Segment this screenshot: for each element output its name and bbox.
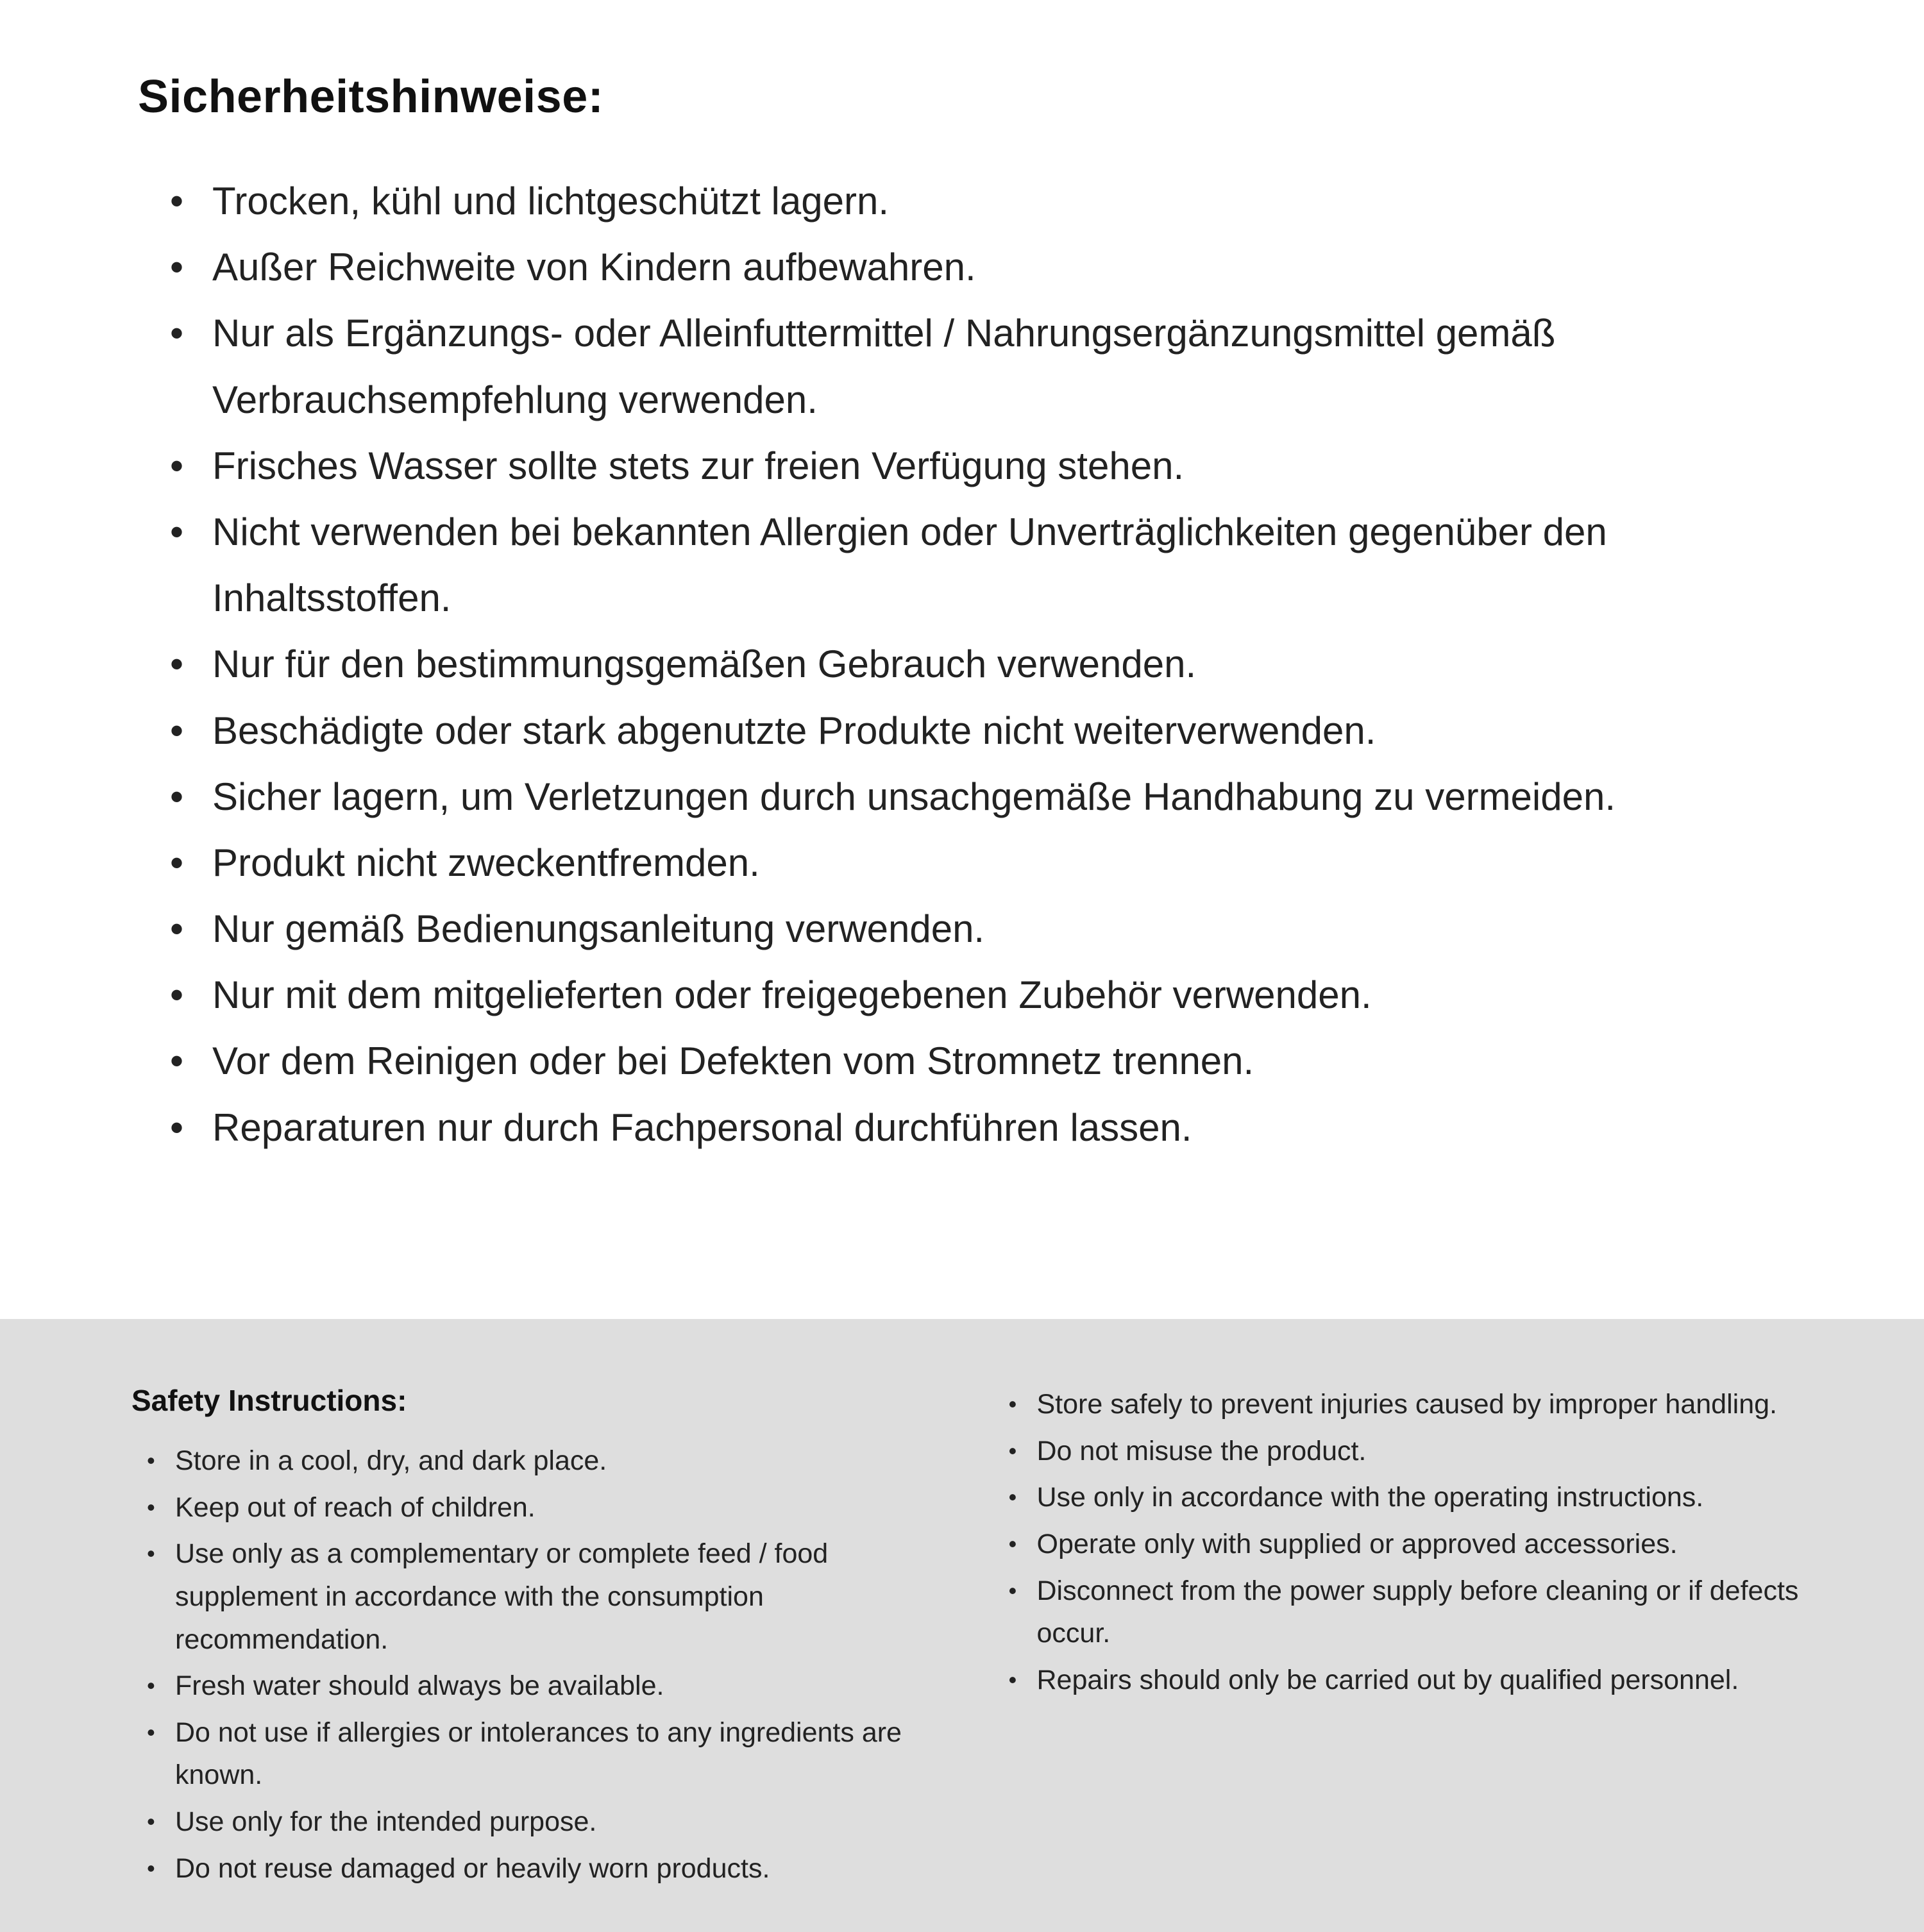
list-item: • Disconnect from the power supply before cleaning or if defects occur. — [1009, 1570, 1828, 1655]
list-item: • Do not reuse damaged or heavily worn products. — [147, 1847, 951, 1890]
list-item: • Beschädigte oder stark abgenutzte Produkte nicht weiterverwenden. — [170, 698, 1786, 764]
list-item: • Frisches Wasser sollte stets zur freien Verfügung stehen. — [170, 433, 1786, 499]
list-item: • Nur mit dem mitgelieferten oder freigegebenen Zubehör verwenden. — [170, 962, 1786, 1028]
list-item: • Store in a cool, dry, and dark place. — [147, 1440, 951, 1483]
list-item: • Use only as a complementary or complete feed / food supplement in accordance with the consumption recommendation. — [147, 1533, 951, 1661]
list-item: • Do not use if allergies or intolerances to any ingredients are known. — [147, 1711, 951, 1797]
list-item: • Store safely to prevent injuries caused by improper handling. — [1009, 1383, 1828, 1426]
list-item: • Nur als Ergänzungs- oder Alleinfuttermittel / Nahrungsergänzungsmittel gemäß Verbrauchsempfehlung verwenden. — [170, 300, 1786, 432]
list-item: • Repairs should only be carried out by qualified personnel. — [1009, 1659, 1828, 1702]
list-item: • Operate only with supplied or approved accessories. — [1009, 1523, 1828, 1566]
english-safety-list-left — [131, 1440, 951, 1890]
list-item: • Produkt nicht zweckentfremden. — [170, 830, 1786, 896]
list-item: • Nicht verwenden bei bekannten Allergien oder Unverträglichkeiten gegenüber den Inhaltsstoffen. — [170, 499, 1786, 631]
list-item: • Do not misuse the product. — [1009, 1430, 1828, 1473]
german-section-title: Sicherheitshinweise: — [138, 71, 604, 122]
list-item: • Nur gemäß Bedienungsanleitung verwenden. — [170, 896, 1786, 962]
english-right-column — [1009, 1383, 1828, 1705]
list-item: • Reparaturen nur durch Fachpersonal durchführen lassen. — [170, 1095, 1786, 1161]
english-section-title: Safety Instructions: — [131, 1384, 407, 1417]
english-left-column — [131, 1383, 951, 1894]
list-item: • Fresh water should always be available. — [147, 1665, 951, 1708]
german-safety-list — [138, 168, 1815, 1161]
list-item: • Use only in accordance with the operating instructions. — [1009, 1476, 1828, 1519]
list-item: • Keep out of reach of children. — [147, 1486, 951, 1529]
list-item: • Nur für den bestimmungsgemäßen Gebrauch verwenden. — [170, 631, 1786, 697]
list-item: • Use only for the intended purpose. — [147, 1801, 951, 1844]
list-item: • Sicher lagern, um Verletzungen durch unsachgemäße Handhabung zu vermeiden. — [170, 764, 1786, 830]
english-safety-list-right — [1009, 1383, 1828, 1701]
english-safety-section — [0, 1319, 1924, 1932]
list-item: • Außer Reichweite von Kindern aufbewahren. — [170, 234, 1786, 300]
list-item: • Vor dem Reinigen oder bei Defekten vom Stromnetz trennen. — [170, 1028, 1786, 1094]
list-item: • Trocken, kühl und lichtgeschützt lagern. — [170, 168, 1786, 234]
